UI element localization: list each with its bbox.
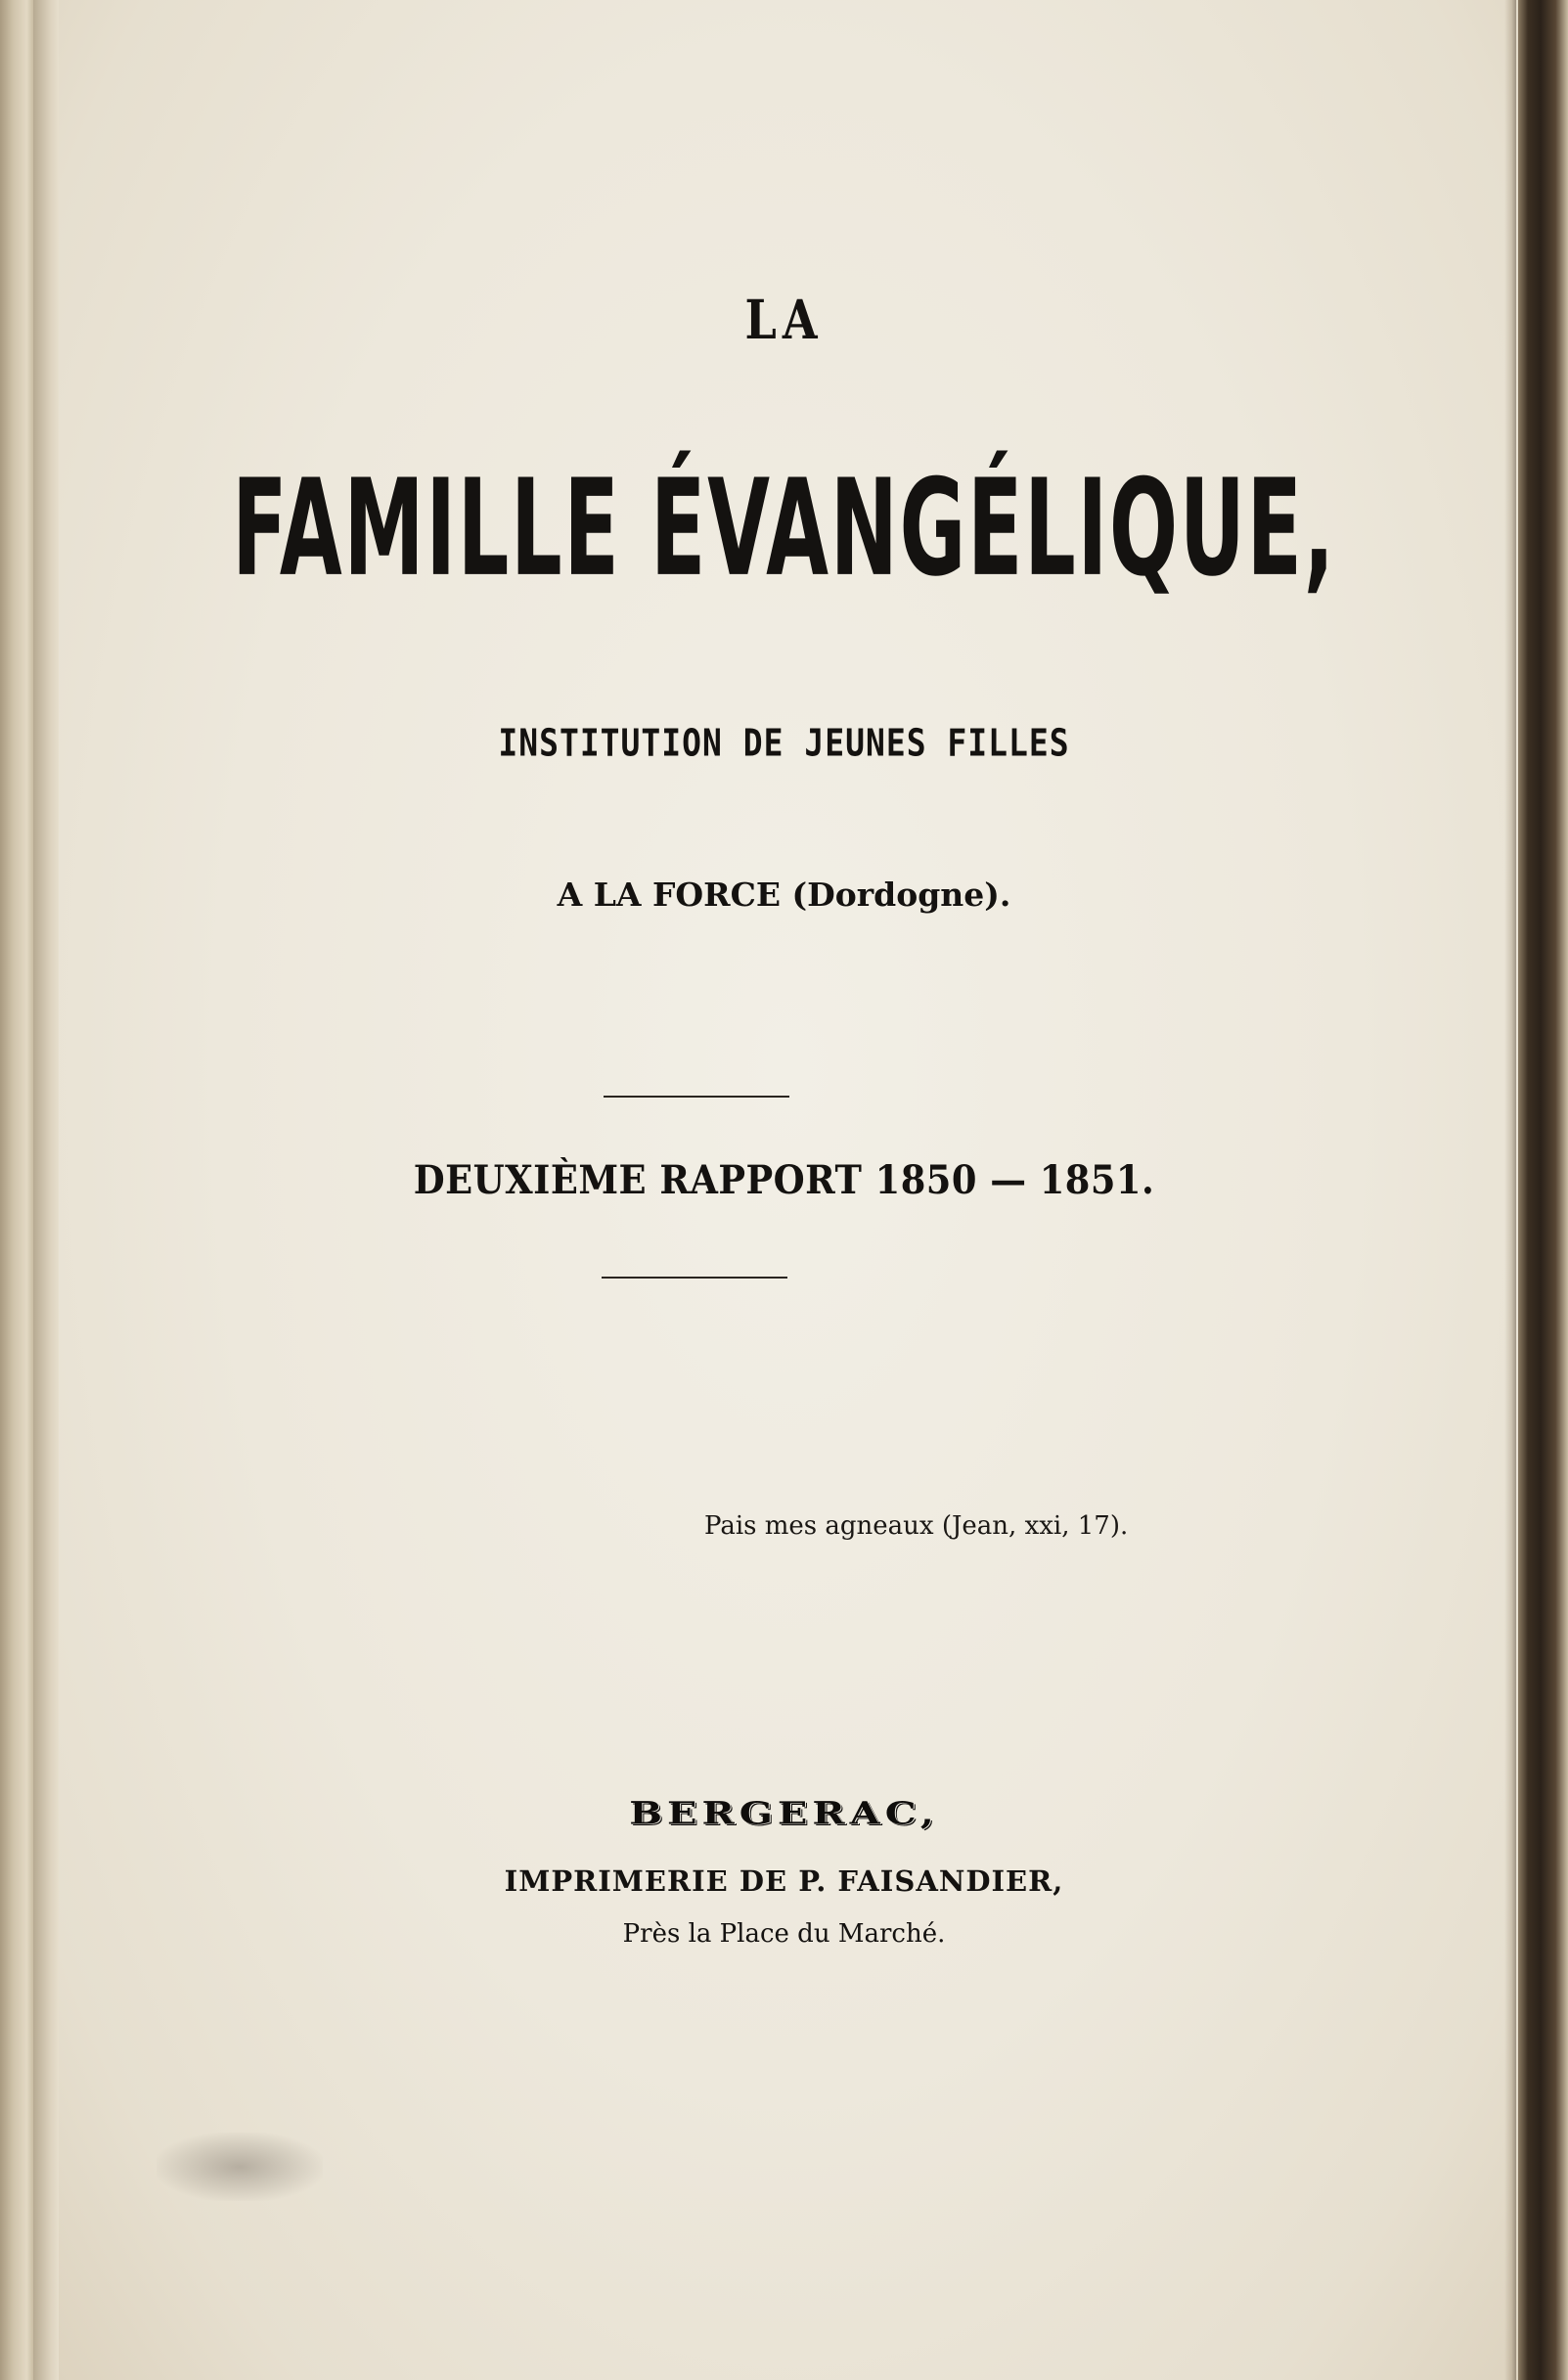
right-shadow (1504, 0, 1516, 2380)
imprint-city (0, 1795, 1568, 1832)
subtitle: INSTITUTION DE JEUNES FILLES (498, 721, 1070, 765)
left-page-edge (0, 0, 33, 2380)
divider-rule-top (604, 1096, 789, 1098)
title-article: LA (744, 288, 824, 352)
epigraph: Pais mes agneaux (Jean, xxi, 17). (704, 1511, 1129, 1541)
right-cover-edge (1518, 0, 1568, 2380)
printer-address: Près la Place du Marché. (622, 1919, 946, 1949)
main-title: FAMILLE ÉVANGÉLIQUE, (232, 450, 1336, 606)
imprint-city-text: BERGERAC, (629, 1794, 939, 1832)
printer-line: IMPRIMERIE DE P. FAISANDIER, (504, 1864, 1064, 1898)
ink-smudge (157, 2133, 323, 2201)
location-line: A LA FORCE (Dordogne). (557, 876, 1011, 914)
report-line: DEUXIÈME RAPPORT 1850 — 1851. (413, 1157, 1155, 1203)
divider-rule-bottom (602, 1277, 787, 1279)
